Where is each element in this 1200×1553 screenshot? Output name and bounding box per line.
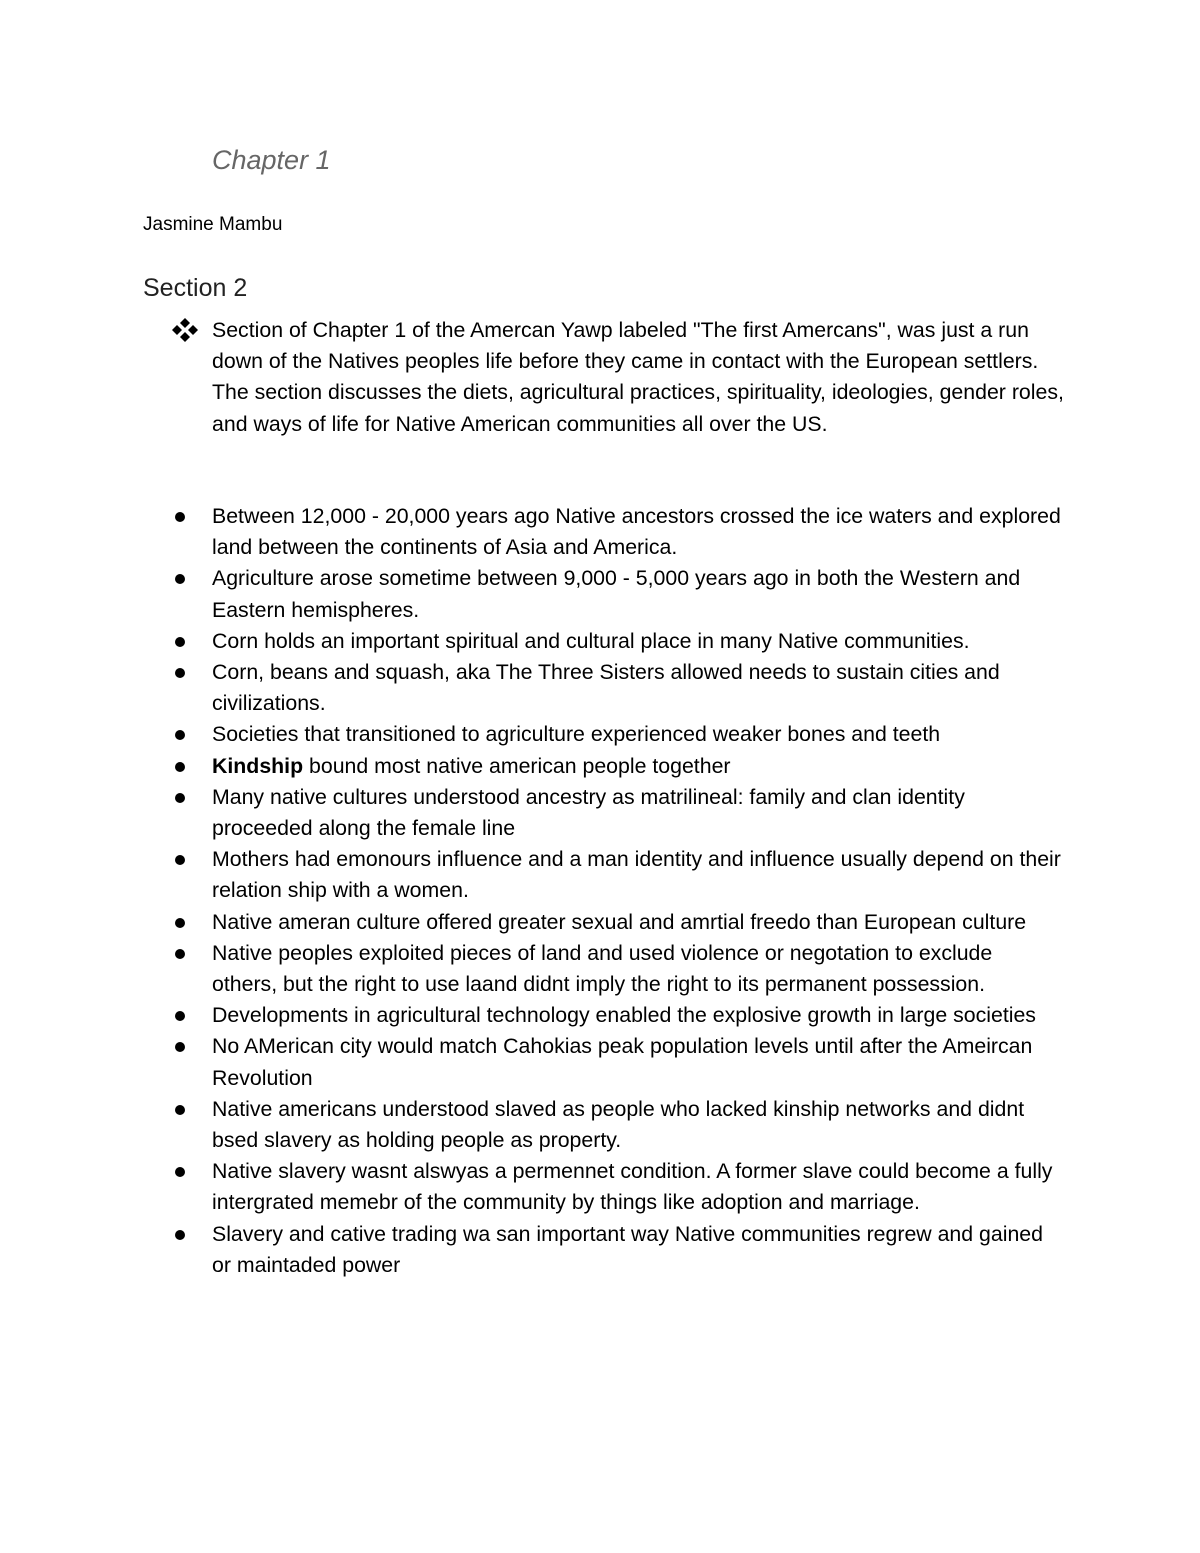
- list-item: [0, 1094, 1062, 1156]
- list-item-text: Many native cultures understood ancestry as matrilineal: family and clan identity proceeded along the female line: [212, 784, 965, 841]
- list-item: [0, 719, 1062, 750]
- list-item-text: No AMerican city would match Cahokias peak population levels until after the Ameircan Revolution: [212, 1034, 1033, 1090]
- bullet-dot-icon: [175, 1230, 185, 1240]
- bullet-dot-icon: [175, 1105, 185, 1115]
- author-name: Jasmine Mambu: [143, 214, 283, 235]
- bullet-dot-icon: [175, 1167, 185, 1177]
- bullet-dot-icon: [175, 637, 185, 647]
- list-item: [0, 782, 1062, 844]
- list-item: [0, 1031, 1062, 1093]
- bullet-dot-icon: [175, 762, 185, 772]
- list-item-text: Native slavery wasnt alswyas a permennet condition. A former slave could become a fully intergrated memebr of the community by things like adoption and marriage.: [212, 1159, 1053, 1215]
- list-item-text: Corn, beans and squash, aka The Three Sisters allowed needs to sustain cities and civilizations.: [212, 660, 1000, 716]
- chapter-title: Chapter 1: [212, 145, 331, 175]
- bullet-dot-icon: [175, 668, 185, 678]
- bullet-dot-icon: [175, 855, 185, 865]
- bullet-dot-icon: [175, 1011, 185, 1021]
- list-item: [0, 907, 1062, 938]
- list-item: [0, 751, 1062, 782]
- list-item: [0, 657, 1062, 719]
- list-item: [0, 1000, 1062, 1031]
- list-item-text: Agriculture arose sometime between 9,000 - 5,000 years ago in both the Western and Eastern hemispheres.: [212, 566, 1021, 622]
- list-item-text: bound most native american people together: [303, 753, 731, 778]
- list-item: [0, 501, 1062, 563]
- list-item: [0, 1156, 1062, 1218]
- list-item: [0, 626, 1062, 657]
- list-item: [0, 1219, 1062, 1281]
- list-item: [0, 563, 1062, 625]
- bullet-dot-icon: [175, 793, 185, 803]
- list-item-text: Native americans understood slaved as people who lacked kinship networks and didnt bsed slavery as holding people as property.: [212, 1096, 1025, 1153]
- bullet-dot-icon: [175, 918, 185, 928]
- four-diamond-icon: [170, 317, 200, 343]
- list-item-text: Societies that transitioned to agriculture experienced weaker bones and teeth: [212, 722, 941, 747]
- list-item-text: Slavery and cative trading wa san important way Native communities regrew and gained or maintaded power: [212, 1221, 1043, 1277]
- list-item: [0, 844, 1062, 906]
- bullet-dot-icon: [175, 1042, 185, 1052]
- list-item: [0, 938, 1062, 1000]
- section-heading: Section 2: [143, 274, 248, 302]
- bullet-dot-icon: [175, 949, 185, 959]
- list-item-text: Native ameran culture offered greater sexual and amrtial freedo than European culture: [212, 909, 1027, 934]
- list-item-text: Mothers had emonours influence and a man identity and influence usually depend on their relation ship with a women.: [212, 847, 1061, 903]
- list-item-text: Developments in agricultural technology enabled the explosive growth in large societies: [212, 1003, 1036, 1028]
- bullet-dot-icon: [175, 512, 185, 522]
- list-item-text: Between 12,000 - 20,000 years ago Native ancestors crossed the ice waters and explored land between the continents of Asia and America.: [212, 504, 1061, 560]
- list-item-text: Corn holds an important spiritual and cultural place in many Native communities.: [212, 628, 970, 653]
- section-summary: Section of Chapter 1 of the Amercan Yawp labeled "The first Amercans", was just a run down of the Natives peoples life before they came in contact with the European settlers. The section discusses the diets, agricultural practices, spirituality, ideologies, gender roles, and ways of life for Native American communities all over the US.: [212, 318, 1064, 436]
- bullet-dot-icon: [175, 574, 185, 584]
- bullet-dot-icon: [175, 730, 185, 740]
- bullet-list: [0, 501, 1200, 1281]
- bold-term: Kindship: [212, 753, 304, 778]
- list-item-text: Native peoples exploited pieces of land and used violence or negotation to exclude others, but the right to use laand didnt imply the right to its permanent possession.: [212, 940, 993, 997]
